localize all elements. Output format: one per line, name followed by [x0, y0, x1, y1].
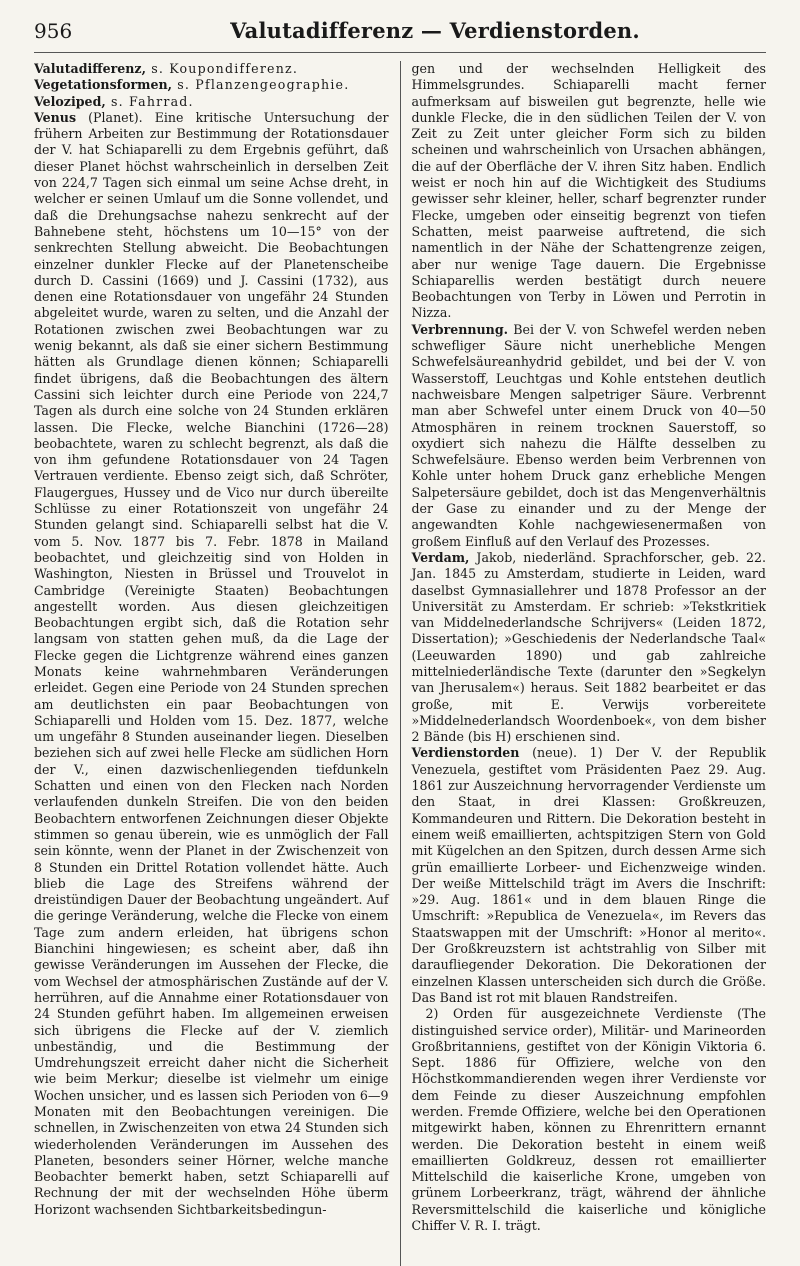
entry-text: (Planet). Eine kritische Untersuchung der frühern Arbeiten zur Bestimmung der Rotationsdauer der V. hat Schiaparelli zu dem Ergebnis geführt, daß dieser Planet höchst wahrscheinlich in derselben Zeit von 224,7 Tagen sich einmal um seine Achse dreht, in welcher er seinen Umlauf um die Sonne vollendet, und daß die Drehungsachse nahezu senkrecht auf der Bahnebene steht, höchstens um 10—15° von der senkrechten Stellung abweicht. Die Beobachtungen einzelner dunkler Flecke auf der Planetenscheibe durch D. Cassini (1669) und J. Cassini (1732), aus denen eine Rotationsdauer von ungefähr 24 Stunden abgeleitet wurde, waren zu selten, und die Anzahl der Rotationen zwischen zwei Beobachtungen war zu wenig bekannt, als daß sie einer sichern Bestimmung hätten als Grundlage dienen können; Schiaparelli findet übrigens, daß die Beobachtungen des ältern Cassini sich leichter durch eine Periode von 224,7 Tagen als durch eine solche von 24 Stunden erklären lassen. Die Flecke, welche Bianchini (1726—28) beobachtete, waren zu schlecht begrenzt, als daß die von ihm gefundene Rotationsdauer von 24 Tagen Vertrauen verdiente. Ebenso zeigt sich, daß Schröter, Flaugergues, Hussey und de Vico nur durch übereilte Schlüsse zu einer Rotationszeit von ungefähr 24 Stunden gelangt sind. Schiaparelli selbst hat die V. vom 5. Nov. 1877 bis 7. Febr. 1878 in Mailand beobachtet, und gleichzeitig sind von Holden in Washington, Niesten in Brüssel und Trouvelot in Cambridge (Vereinigte Staaten) Beobachtungen angestellt worden. Aus diesen gleichzeitigen Beobachtungen ergibt sich, daß die Rotation sehr langsam von statten gehen muß, da die Lage der Flecke gegen die Lichtgrenze während eines ganzen Monats keine wahrnehmbaren Veränderungen erleidet. Gegen eine Periode von 24 Stunden sprechen am deutlichsten ein paar Beobachtungen von Schiaparelli und Holden vom 15. Dez. 1877, welche um ungefähr 8 Stunden auseinander liegen. Dieselben beziehen sich auf zwei helle Flecke am südlichen Horn der V., einen dazwischenliegenden tiefdunkeln Schatten und einen von den Flecken nach Norden verlaufenden dunkeln Streifen. Die von den beiden Beobachtern entworfenen Zeichnungen dieser Objekte stimmen so genau überein, wie es unmöglich der Fall sein könnte, wenn der Planet in der Zwischenzeit von 8 Stunden ein Drittel Rotation vollendet hätte. Auch blieb die Lage des Streifens während der dreistündigen Dauer der Beobachtung ungeändert. Auf die geringe Veränderung, welche die Flecke von einem Tage zum andern erleiden, hat übrigens schon Bianchini hingewiesen; es scheint aber, daß ihn gewisse Veränderungen im Aussehen der Flecke, die vom Wechsel der atmosphärischen Zustände auf der V. herrühren, auf die Annahme einer Rotationsdauer von 24 Stunden geführt haben. Im allgemeinen erweisen sich übrigens die Flecke auf der V. ziemlich unbeständig, und die Bestimmung der Umdrehungszeit erreicht daher nicht die Sicherheit wie beim Merkur; dieselbe ist vielmehr um einige Wochen unsicher, und es lassen sich Perioden von 6—9 Monaten mit den Beobachtungen vereinigen. Die schnellen, in Zwischenzeiten von etwa 24 Stunden sich wiederholenden Veränderungen im Aussehen des Planeten, besonders seiner Hörner, welche manche Beobachter bemerkt haben, setzt Schiaparelli auf Rechnung der mit der wechselnden Höhe überm Horizont wachsenden Sichtbarkeitsbedingun-	[34, 109, 389, 1217]
entry-headword: Verdam,	[411, 549, 470, 565]
entry-text: Bei der V. von Schwefel werden neben schwefliger Säure nicht unerhebliche Mengen Schwefelsäureanhydrid gebildet, und bei der V. von Wasserstoff, Leuchtgas und Kohle entstehen deutlich nachweisbare Mengen salpetriger Säure. Verbrennt man aber Schwefel unter einem Druck von 40—50 Atmosphären in reinem trocknen Sauerstoff, so oxydiert sich nahezu die Hälfte desselben zu Schwefelsäure. Ebenso werden beim Verbrennen von Kohle unter hohem Druck ganz erhebliche Mengen Salpetersäure gebildet, doch ist das Mengenverhältnis der Gase zu einander und zu der Menge der angewandten Kohle nachgewiesenermaßen von großem Einfluß auf den Verlauf des Prozesses.	[411, 321, 766, 549]
entry-headword: Veloziped,	[34, 93, 106, 109]
right-column	[400, 61, 767, 1266]
venus-continuation	[412, 61, 767, 322]
entry-text: (neue). 1) Der V. der Republik Venezuela, gestiftet vom Präsidenten Paez 29. Aug. 1861 zur Auszeichnung hervorragender Verdienste um den Staat, in drei Klassen: Großkreuzen, Kommandeuren und Rittern. Die Dekoration besteht in einem weiß emaillierten, achtspitzigen Stern von Gold mit Kügelchen an den Spitzen, durch dessen Arme sich grün emaillierte Lorbeer- und Eichenzweige winden. Der weiße Mittelschild trägt im Avers die Inschrift: »29. Aug. 1861« und in dem blauen Ringe die Umschrift: »Republica de Venezuela«, im Revers das Staatswappen mit der Umschrift: »Honor al merito«. Der Großkreuzstern ist achtstrahlig von Silber mit daraufliegender Dekoration. Die Dekorationen der einzelnen Klassen unterscheiden sich durch die Größe. Das Band ist rot mit blauen Randstreifen.	[411, 745, 766, 1005]
entry-text: gen und der wechselnden Helligkeit des Himmelsgrundes. Schiaparelli macht ferner aufmerksam auf bisweilen gut begrenzte, helle wie dunkle Flecke, die in den südlichen Teilen der V. von Zeit zu Zeit unter gleicher Form sich zu bilden scheinen und wahrscheinlich von Ursachen abhängen, die auf der Oberfläche der V. ihren Sitz haben. Endlich weist er noch hin auf die Wichtigkeit des Studiums gewisser sehr kleiner, heller, scharf begrenzter runder Flecke, umgeben oder einseitig begrenzt von tiefen Schatten, meist paarweise auftretend, die sich namentlich in der Nähe der Schattengrenze zeigen, aber nur wenige Tage dauern. Die Ergebnisse Schiaparellis werden bestätigt durch neuere Beobachtungen von Terby in Löwen und Perrotin in Nizza.	[411, 61, 766, 321]
entry-vegetationsformen	[34, 77, 389, 93]
left-column	[34, 61, 400, 1266]
entry-headword: Verbrennung.	[411, 321, 509, 337]
entry-text: s. Pflanzengeographie.	[172, 77, 350, 93]
entry-verbrennung	[412, 322, 767, 550]
entry-veloziped	[34, 94, 389, 110]
page-number: 956	[34, 19, 73, 43]
entry-headword: Vegetationsformen,	[34, 77, 173, 93]
entry-headword: Valutadifferenz,	[34, 61, 146, 76]
verdienstorden-section-2	[412, 1006, 767, 1234]
entry-verdienstorden	[412, 745, 767, 1006]
entry-verdam	[412, 550, 767, 746]
entry-venus	[34, 110, 389, 1218]
entry-text: 2) Orden für ausgezeichnete Verdienste (The distinguished service order), Militär- und Marineorden Großbritanniens, gestiftet von der Königin Viktoria 6. Sept. 1886 für Offiziere, welche von den Höchstkommandierenden wegen ihrer Verdienste vor dem Feinde zu dieser Auszeichnung empfohlen werden. Fremde Offiziere, welche bei den Operationen mitgewirkt haben, können zu Ehrenrittern ernannt werden. Die Dekoration besteht in einem weiß emaillierten Goldkreuz, dessen rot emaillierter Mittelschild die kaiserliche Krone, umgeben von grünem Lorbeerkranz, trägt, während der ähnliche Reversmittelschild die kaiserliche und königliche Chiffer V. R. I. trägt.	[411, 1006, 766, 1234]
page-header	[34, 18, 766, 53]
entry-text: Jakob, niederländ. Sprachforscher, geb. 22. Jan. 1845 zu Amsterdam, studierte in Leiden, ward daselbst Gymnasiallehrer und 1878 Professor an der Universität zu Amsterdam. Er schrieb: »Tekstkritiek van Middelnederlandsche Schrijvers« (Leiden 1872, Dissertation); »Geschiedenis der Nederlandsche Taal« (Leeuwarden 1890) und gab zahlreiche mittelniederländische Texte (darunter den »Segkelyn van Jherusalem«) heraus. Seit 1882 bearbeitet er das große, mit E. Verwijs vorbereitete »Middelnederlandsch Woordenboek«, von dem bisher 2 Bände (bis H) erschienen sind.	[411, 549, 766, 745]
running-head: Valutadifferenz — Verdienstorden.	[230, 18, 640, 43]
text-columns	[34, 61, 766, 1266]
entry-headword: Venus	[34, 109, 77, 125]
entry-headword: Verdienstorden	[411, 745, 520, 761]
entry-text: s. Koupondifferenz.	[145, 61, 299, 76]
entry-valutadifferenz	[34, 61, 389, 77]
entry-text: s. Fahrrad.	[105, 93, 194, 109]
